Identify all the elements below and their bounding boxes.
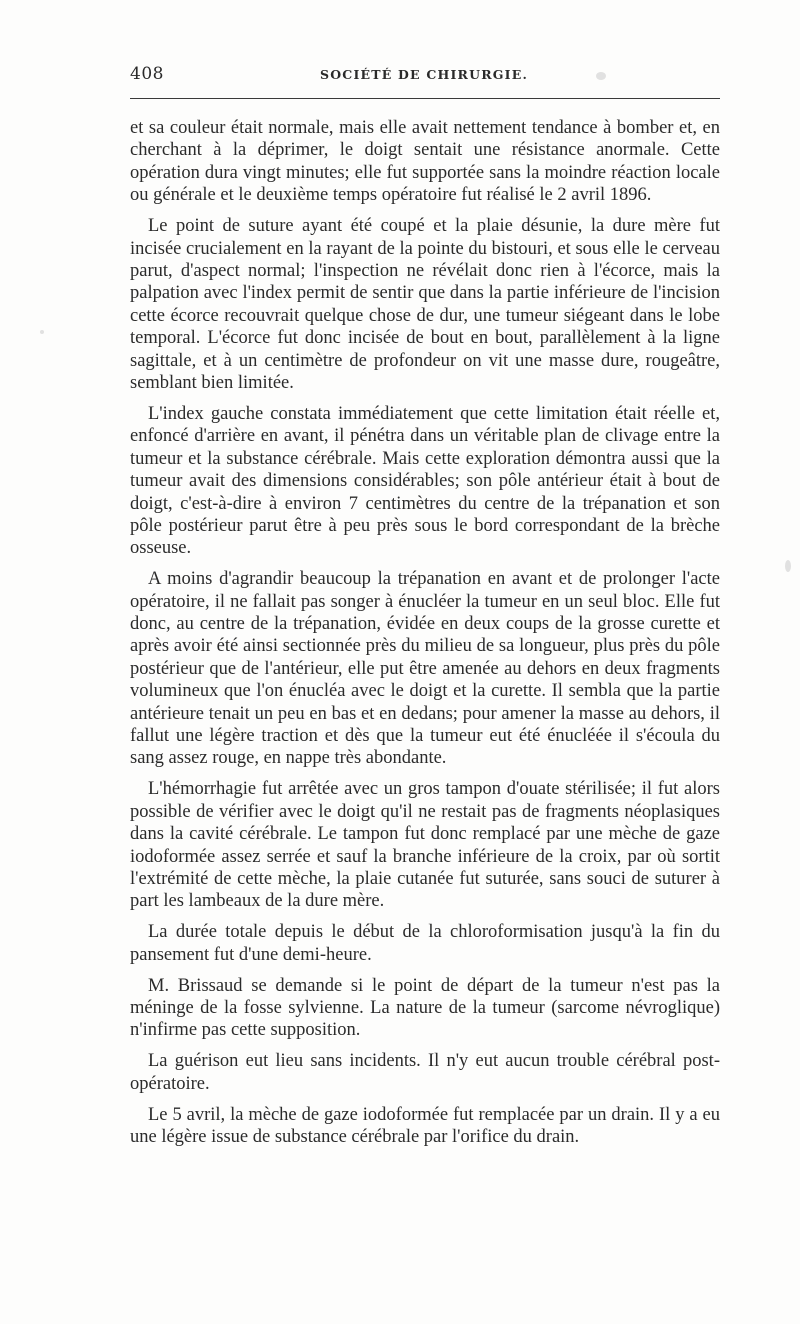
paragraph-8: La guérison eut lieu sans incidents. Il n'y eut aucun trouble cérébral post-opératoire. (130, 1051, 720, 1094)
paragraph-3: L'index gauche constata immédiatement que cette limitation était réelle et, enfoncé d'arrière en avant, il pénétra dans un véritable plan de clivage entre la tumeur et la substance cérébrale. Mais cette exploration démontra aussi que la tumeur avait des dimensions considérables; son pôle antérieur était à bout de doigt, c'est-à-dire à environ 7 centimètres du centre de la trépanation et son pôle postérieur parut être à peu près sous le bord correspondant de la brèche osseuse. (130, 403, 720, 559)
paper-speck (596, 72, 606, 80)
paragraph-7: M. Brissaud se demande si le point de départ de la tumeur n'est pas la méninge de la fosse sylvienne. La nature de la tumeur (sarcome névroglique) n'infirme pas cette supposition. (130, 975, 720, 1041)
paragraph-6: La durée totale depuis le début de la chloroformisation jusqu'à la fin du pansement fut d'une demi-heure. (130, 922, 720, 965)
paper-speck (785, 560, 791, 572)
page-number: 408 (130, 64, 164, 84)
paragraph-9: Le 5 avril, la mèche de gaze iodoformée fut remplacée par un drain. Il y a eu une légère issue de substance cérébrale par l'orifice du drain. (130, 1104, 720, 1148)
running-head: SOCIÉTÉ DE CHIRURGIE. (319, 67, 529, 82)
paragraph-2: Le point de suture ayant été coupé et la plaie désunie, la dure mère fut incisée crucialement en la rayant de la pointe du bistouri, et sous elle le cerveau parut, d'aspect normal; l'inspection ne révélait donc rien à l'écorce, mais la palpation avec l'index permit de sentir que dans la partie inférieure de l'incision cette écorce recouvrait quelque chose de dur, une tumeur siégeant dans le lobe temporal. L'écorce fut donc incisée de bout en bout, parallèlement à la ligne sagittale, et à un centimètre de profondeur on vit une masse dure, rougeâtre, semblant bien limitée. (130, 216, 720, 393)
paragraph-1: et sa couleur était normale, mais elle avait nettement tendance à bomber et, en cherchant à la déprimer, le doigt sentait une résistance anormale. Cette opération dura vingt minutes; elle fut supportée sans la moindre réaction locale ou générale et le deuxième temps opératoire fut réalisé le 2 avril 1896. (130, 118, 720, 206)
paper-speck (40, 330, 44, 334)
body-text (130, 117, 720, 1157)
paragraph-5: L'hémorrhagie fut arrêtée avec un gros tampon d'ouate stérilisée; il fut alors possible de vérifier avec le doigt qu'il ne restait pas de fragments néoplasiques dans la cavité cérébrale. Le tampon fut donc remplacé par une mèche de gaze iodoformée assez serrée et sauf la branche inférieure de la croix, par où sortit l'extrémité de cette mèche, la plaie cutanée fut suturée, sans souci de suturer à part les lambeaux de la dure mère. (130, 779, 720, 912)
page-header (130, 64, 718, 92)
paragraph-4: A moins d'agrandir beaucoup la trépanation en avant et de prolonger l'acte opératoire, il ne fallait pas songer à énucléer la tumeur en un seul bloc. Elle fut donc, au centre de la trépanation, évidée en deux coups de la grosse curette et après avoir été ainsi sectionnée près du milieu de sa longueur, plus près du pôle postérieur que de l'antérieur, elle put être amenée au dehors en deux fragments volumineux que l'on énucléa avec le doigt et la curette. Il sembla que la partie antérieure tenait un peu en bas et en dedans; pour amener la masse au dehors, il fallut une légère traction et dès que la tumeur eut été énucléée il s'écoula du sang assez rouge, en nappe très abondante. (130, 569, 720, 769)
header-rule (130, 98, 720, 99)
